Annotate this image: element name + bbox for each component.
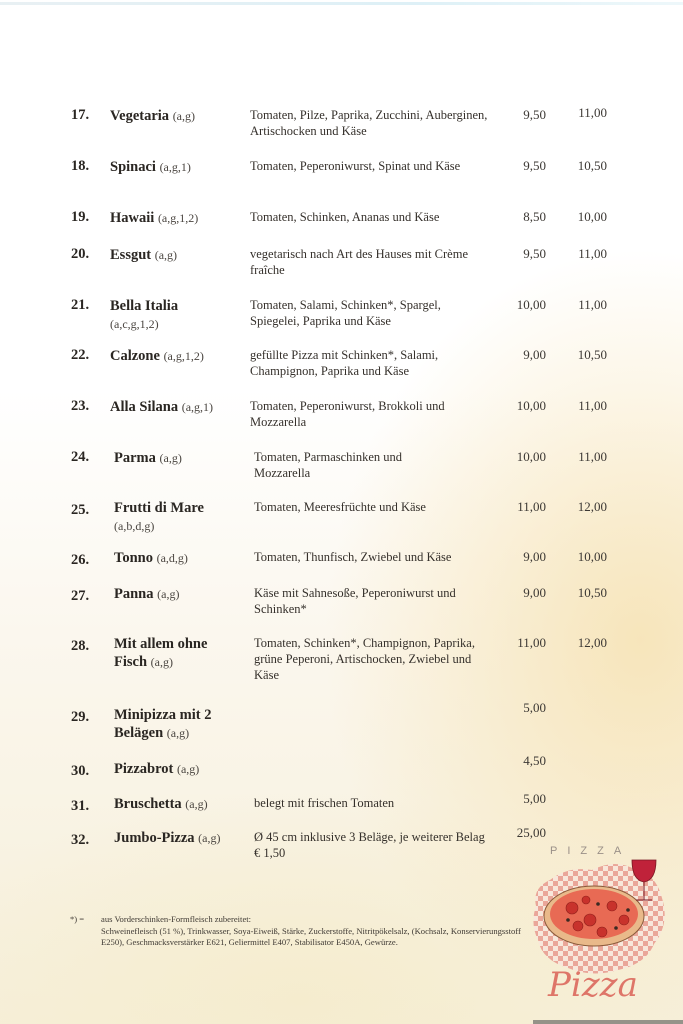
footnote-text (101, 914, 531, 949)
item-allergens: (a,g) (198, 831, 221, 845)
item-description: Tomaten, Thunfisch, Zwiebel und Käse (254, 550, 452, 564)
item-description: Tomaten, Peperoniwurst, Spinat und Käse (250, 159, 461, 173)
item-allergens: (a,g) (157, 587, 180, 601)
price-small: 9,50 (523, 158, 546, 173)
item-number: 22. (71, 347, 90, 363)
item-description: Ø 45 cm inklusive 3 Beläge, je weiterer Belag € 1,50 (254, 830, 485, 860)
item-allergens: (a,g) (150, 655, 173, 669)
item-name (114, 585, 254, 603)
item-name (110, 246, 250, 264)
item-name (110, 209, 250, 227)
pizza-script-text: Pizza (548, 965, 638, 1005)
svg-text:PIZZA: PIZZA (550, 845, 632, 857)
item-name (110, 398, 260, 416)
item-number: 17. (71, 107, 90, 123)
footnote-intro: aus Vorderschinken-Formfleisch zubereitet: (101, 914, 252, 924)
item-number: 20. (71, 246, 90, 262)
item-allergens: (a,g) (166, 726, 190, 740)
item-number: 23. (71, 398, 90, 414)
item-name-text: Bruschetta (114, 796, 182, 812)
price-small: 11,00 (517, 635, 546, 650)
price-large: 10,50 (577, 585, 607, 600)
item-allergens: (a,c,g,1,2) (110, 317, 159, 331)
item-description: vegetarisch nach Art des Hauses mit Crème fraîche (250, 247, 468, 277)
item-allergens: (a,g) (159, 451, 182, 465)
price-large: 11,00 (578, 105, 607, 120)
item-name (114, 549, 254, 567)
price-small: 9,00 (523, 549, 546, 564)
item-description: Tomaten, Salami, Schinken*, Spargel, Spiegelei, Paprika und Käse (250, 298, 441, 328)
item-name (114, 635, 234, 671)
item-name-text: Frutti di Mare (114, 500, 204, 516)
item-name (114, 706, 224, 742)
item-name-text: Mit allem ohne Fisch (114, 636, 208, 670)
footnote-ingredients: Schweinefleisch (51 %), Trinkwasser, Soya-Eiweiß, Stärke, Zuckerstoffe, Nitritpökelsalz, (Kochsalz, Konservierungsstoff E250), Geschmacksverstärker E621, Geliermittel E407, Stabilisator E450A, Gewürze. (101, 925, 521, 947)
price-large: 11,00 (578, 398, 607, 413)
item-number: 21. (71, 297, 90, 313)
item-name (114, 449, 254, 467)
item-allergens: (a,g,1,2) (163, 349, 204, 363)
item-allergens: (a,g,1,2) (157, 211, 199, 225)
pizza-illustration-icon (528, 836, 668, 1012)
item-name-text: Tonno (114, 550, 153, 566)
item-name-text: Jumbo-Pizza (114, 830, 195, 846)
item-number: 31. (71, 798, 90, 814)
price-small: 11,00 (517, 499, 546, 514)
item-number: 27. (71, 588, 90, 604)
item-name (114, 499, 224, 535)
price-large: 12,00 (577, 635, 607, 650)
price-small: 25,00 (516, 825, 546, 840)
item-description: Tomaten, Pilze, Paprika, Zucchini, Auberginen, Artischocken und Käse (250, 108, 488, 138)
price-large: 10,00 (577, 209, 607, 224)
item-allergens: (a,g) (176, 762, 200, 776)
item-name (114, 795, 254, 813)
price-large: 10,50 (577, 158, 607, 173)
price-small: 9,00 (523, 347, 546, 362)
price-small: 10,00 (516, 398, 546, 413)
item-number: 24. (71, 449, 90, 465)
item-name (114, 829, 254, 847)
item-number: 19. (71, 209, 90, 225)
item-name-text: Essgut (110, 247, 152, 263)
price-large: 12,00 (577, 499, 607, 514)
item-description: gefüllte Pizza mit Schinken*, Salami, Champignon, Paprika und Käse (250, 348, 439, 378)
page-bottom-edge (533, 1020, 683, 1024)
item-description: Tomaten, Schinken*, Champignon, Paprika, grüne Peperoni, Artischocken, Zwiebel und Käse (254, 636, 475, 682)
item-description: belegt mit frischen Tomaten (254, 796, 395, 810)
item-name-text: Hawaii (110, 210, 155, 226)
page-top-edge (0, 2, 683, 5)
item-allergens: (a,b,d,g) (114, 519, 155, 533)
item-name-text: Bella Italia (110, 298, 179, 314)
price-small: 9,50 (523, 107, 546, 122)
item-allergens: (a,g) (172, 109, 196, 123)
price-large: 11,00 (578, 297, 607, 312)
price-large: 10,00 (577, 549, 607, 564)
item-number: 25. (71, 502, 90, 518)
item-allergens: (a,g) (154, 248, 178, 262)
price-large: 10,50 (577, 347, 607, 362)
item-number: 18. (71, 158, 90, 174)
item-description: Tomaten, Meeresfrüchte und Käse (254, 500, 426, 514)
item-name-text: Parma (114, 450, 156, 466)
item-name (114, 760, 254, 778)
price-small: 5,00 (523, 791, 546, 806)
price-small: 10,00 (516, 297, 546, 312)
item-name-text: Pizzabrot (114, 761, 174, 777)
item-name-text: Panna (114, 586, 154, 602)
item-description: Tomaten, Peperoniwurst, Brokkoli und Mozzarella (250, 399, 445, 429)
item-name-text: Spinaci (110, 159, 156, 175)
item-name-text: Calzone (110, 348, 160, 364)
price-small: 5,00 (523, 700, 546, 715)
item-allergens: (a,g) (185, 797, 208, 811)
item-number: 30. (71, 763, 90, 779)
price-small: 8,50 (523, 209, 546, 224)
item-name (110, 347, 250, 365)
item-number: 29. (71, 709, 90, 725)
price-large: 11,00 (578, 449, 607, 464)
price-small: 10,00 (516, 449, 546, 464)
item-name-text: Minipizza mit 2 Belägen (114, 707, 212, 741)
item-allergens: (a,g,1) (159, 160, 191, 174)
item-name (110, 107, 250, 125)
item-allergens: (a,d,g) (156, 551, 188, 565)
item-name-text: Vegetaria (110, 108, 170, 124)
price-small: 9,00 (523, 585, 546, 600)
price-small: 9,50 (523, 246, 546, 261)
price-small: 4,50 (523, 753, 546, 768)
item-number: 26. (71, 552, 90, 568)
item-name (110, 158, 250, 176)
price-large: 11,00 (578, 246, 607, 261)
footnote-marker: *) = (70, 914, 85, 924)
item-number: 32. (71, 832, 90, 848)
item-name (110, 297, 210, 333)
item-allergens: (a,g,1) (181, 400, 214, 414)
item-description: Tomaten, Schinken, Ananas und Käse (250, 210, 440, 224)
item-description: Käse mit Sahnesoße, Peperoniwurst und Schinken* (254, 586, 456, 616)
item-name-text: Alla Silana (110, 399, 179, 415)
item-number: 28. (71, 638, 90, 654)
item-description: Tomaten, Parmaschinken und Mozzarella (254, 450, 403, 480)
